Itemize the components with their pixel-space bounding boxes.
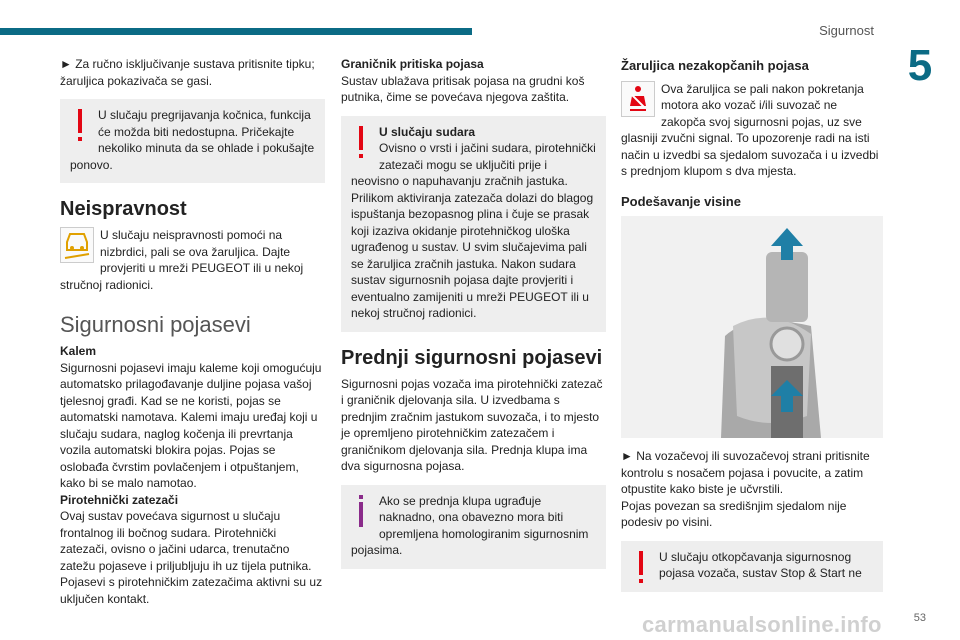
warning-note-crash xyxy=(341,116,606,332)
heading-unbuckled-lamp: Žaruljica nezakopčanih pojasa xyxy=(621,58,809,73)
warning-note-text: U slučaju pregrijavanja kočnica, funkcija će možda biti nedostupna. Pričekajte nekoliko minuta da se ohlade i pokušajte ponovo. xyxy=(70,108,315,172)
warning-mark-icon xyxy=(351,124,373,160)
warning-mark-icon xyxy=(631,549,653,585)
heading-fault: Neispravnost xyxy=(60,198,187,220)
fault-text: U slučaju neispravnosti pomoći na nizbrdici, pali se ova žaruljica. Dajte provjeriti u mreži PEUGEOT ili u nekoj stručnoj radionici. xyxy=(60,228,304,292)
warning-note-brakes xyxy=(60,99,325,183)
warning-mark-icon xyxy=(70,107,92,143)
seatbelt-warning-icon xyxy=(621,81,655,117)
section-title: Sigurnost xyxy=(819,23,874,38)
heading-height-adjust: Podešavanje visine xyxy=(621,193,741,209)
crash-note-text: Ovisno o vrsti i jačini sudara, pirotehnički zatezači mogu se uključiti prije i neovisno o napuhavanju zračnih jastuka. Prilikom aktiviranja zatezača dolazi do blagog ispuštanja bezopasnog plina i čuje se prasak koji izaziva okidanje pirotehničkog uloška ugrađenog u sustav. U svim slučajevima pali se žaruljica zračnih jastuka. Nakon sudara sustav sigurnosnih pojasa dajte provjeriti i eventualno zamijeniti u mreži PEUGEOT ili u nekoj stručnoj radionici. xyxy=(351,141,596,320)
height-text-2: Pojas povezan sa središnjim sjedalom nije podesiv po visini. xyxy=(621,498,847,529)
crash-note-title: U slučaju sudara xyxy=(379,124,476,139)
heading-front-belts: Prednji sigurnosni pojasevi xyxy=(341,346,603,369)
header-accent-bar xyxy=(0,28,472,35)
height-text-1: ► Na vozačevoj ili suvozačevoj strani pritisnite kontrolu s nosačem pojasa i povucite, a zatim otpustite kako biste je učvrstili. xyxy=(621,449,870,496)
column-3 xyxy=(621,56,883,602)
page-number: 53 xyxy=(913,612,926,624)
info-note-bench xyxy=(341,485,606,569)
column-1 xyxy=(60,56,325,607)
lamp-text: Ova žaruljica se pali nakon pokretanja motora ako vozač i/ili suvozač ne zakopča svoj sigurnosni pojas, uz sve glasniji zvučni signal. To upozorenje radi na isti način u izvedbi sa sjedalom suvozača i u izvedbi s prednjom klupom s dva mjesta. xyxy=(621,81,879,178)
front-belts-text: Sigurnosni pojas vozača ima pirotehnički zatezač i graničnik djelovanja sila. U izvedbama s prednjim zračnim jastukom suvozača, i to mjesto je opremljeno pirotehničkim zatezačem i graničnikom djelovanja sila. Prednja klupa ima dva sigurnosna pojasa. xyxy=(341,376,603,473)
hill-assist-warning-icon xyxy=(60,227,94,263)
chapter-number: 5 xyxy=(907,41,933,90)
height-adjust-illustration xyxy=(621,216,883,438)
stopstart-note-text: U slučaju otkopčavanja sigurnosnog pojasa vozača, sustav Stop & Start ne xyxy=(659,549,862,580)
info-note-text: Ako se prednja klupa ugrađuje naknadno, ona obavezno mora biti opremljena homologiranim sigurnosnim pojasima. xyxy=(351,493,589,557)
manual-disable-text: ► Za ručno isključivanje sustava pritisnite tipku; žaruljica pokazivača se gasi. xyxy=(60,57,315,88)
heading-seatbelts: Sigurnosni pojasevi xyxy=(60,312,251,337)
limiter-text: Sustav ublažava pritisak pojasa na grudni koš putnika, čime se povećava njegova zaštita. xyxy=(341,73,585,104)
lamp-block xyxy=(621,81,883,180)
kalem-title: Kalem xyxy=(60,344,97,358)
watermark: carmanualsonline.info xyxy=(642,612,882,637)
pyro-text: Ovaj sustav povećava sigurnost u slučaju frontalnog ili bočnog sudara. Pirotehnički zatezači, ovisno o jačini udarca, trenutačno zatežu pojaseve i priljubljuju ih uz tijela putnika. Pojasevi s pirotehničkim zatezačima aktivni su uz uključen kontakt. xyxy=(60,509,323,606)
warning-note-stopstart xyxy=(621,541,883,592)
pyro-title: Pirotehnički zatezači xyxy=(60,492,179,507)
kalem-text: Sigurnosni pojasevi imaju kaleme koji omogućuju automatsko prilagođavanje duljine pojasa vašoj tjelesnoj građi. Kad se ne koristi, pojas se automatski namotava. Kalemi imaju uređaj koji u slučaju sudara, naglog kočenja ili prevrtanja vozila automatski blokira pojas. Pojas se oslobađa čvrstim povlačenjem i otpuštanjem, kako bi se malo namotao. xyxy=(60,360,322,490)
column-2 xyxy=(341,56,606,579)
limiter-title: Graničnik pritiska pojasa xyxy=(341,57,484,71)
fault-block xyxy=(60,227,325,293)
info-mark-icon xyxy=(351,493,373,529)
